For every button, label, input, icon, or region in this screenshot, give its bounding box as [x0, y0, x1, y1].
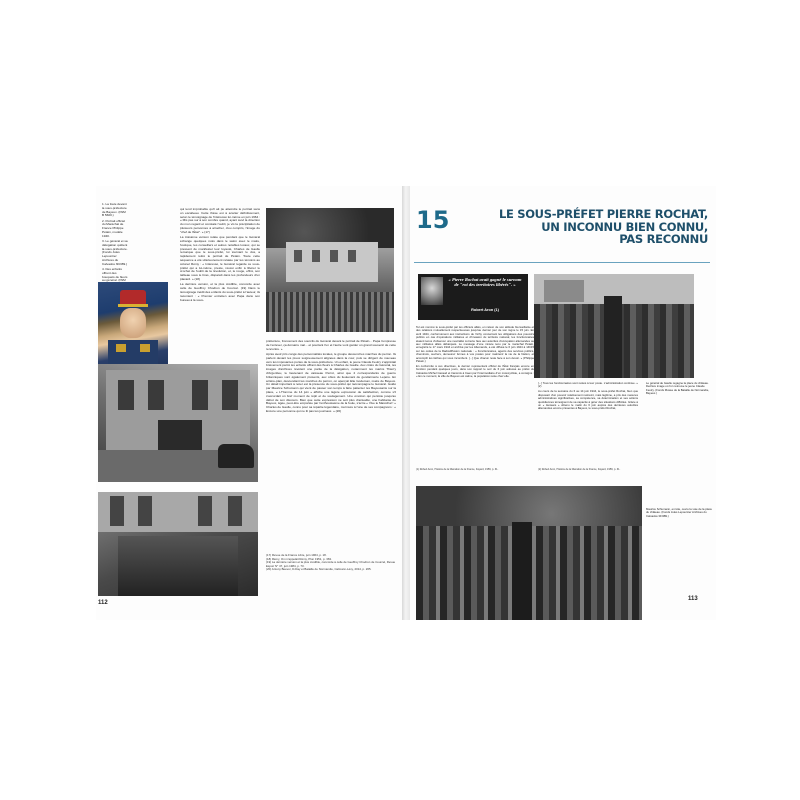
footnote: (18) Rémy, On m'appelait Rémy, Plon 1951, p. 363. [266, 556, 332, 561]
footnote: (19) La dernière version et la plus crédible, concorde à celle de Geoffroy Chodron de Courcel, Revue Espoir N° 47, juin 1984, p. 73. [266, 560, 396, 568]
quote-author-name: Robert Aron [471, 308, 494, 312]
footnote: (2) Robert Aron, Histoire de la libération de la France, Fayard, 1959, p. 31. [538, 468, 621, 471]
right-side-caption-1: Le général de Gaulle regagne la place du château. Derrière image où l'on retrouve le jeune Claude Feutry. (Fonds Musée de la Bataille de Normandie, Bayeux.) [646, 381, 710, 396]
right-text-column-2 [538, 382, 638, 412]
right-side-caption-2: Maurice Schumann, en tête, ouvre la voie de la place du château. (Fonds Jules Lepourcier Archives du Calvados 3Fi389.) [646, 507, 712, 518]
children-flowers-photo [98, 492, 258, 596]
chapter-title-line: LE SOUS-PRÉFET PIERRE ROCHAT, [498, 207, 708, 221]
paragraph: Au cours de la semaine du 6 au 14 juin 1944, le sous-préfet Rochat, bien que disposant d'un pouvoir relativement restreint, mais légitime, a pris des mesures administratives significatives, sa compétence, sa détermination et ses actions quotidiennes témoignent de sa capacité à gérer des situations difficiles. Grâce à un « Ausweis » obtenu le matin du 6 juin auprès des dernières autorités allemandes encore présentes à Bayeux, le sous-préfet Rochat, [538, 389, 638, 411]
left-text-column-2 [266, 340, 396, 415]
pull-quote [418, 274, 528, 320]
left-captions [102, 203, 128, 288]
paragraph: La dernière version, et la plus crédible, concorde avec celle de Geoffroy Chodron de Courcel. (19) Dans le témoignage inédit des enfants du sous-préfet à l'auteur, ils racontent : « Premier entretien avec Papa dans son bureau à la sous- [180, 282, 260, 302]
right-footnote-1 [416, 468, 534, 471]
chapter-title-line: UN INCONNU BIEN CONNU, [541, 219, 708, 234]
chapter-title [446, 208, 708, 246]
left-footnotes [266, 554, 396, 572]
caption-4: 4. Des enfants offrent des bouquets de fleurs au général. (IWM [102, 266, 128, 283]
chapter-title-line: PAS RECONNU [619, 232, 708, 246]
footnote: (1) Robert Aron, Histoire de la libération de la France, Fayard, 1959, p. 31. [416, 468, 499, 471]
caption-1: 1. La foule devant la sous-préfecture de Bayeux. (IWM B 5600.) [102, 202, 127, 218]
right-text-column-1 [416, 326, 534, 380]
caption-2: 2. Portrait officiel du Maréchal de France Philippe Pétain, modèle 1940. [102, 218, 125, 238]
right-footnote-2 [538, 468, 638, 471]
pull-quote-text: « Pierre Rochat avait gagné le surnom de "roi des territoires libérés". » [448, 277, 522, 288]
paragraph: [...] Tous les fonctionnaires sont restés à leur poste. L'administration continue. » (2) [538, 381, 638, 389]
paragraph: qui tend improbable qu'il ait pu atteindre le portrait sans un escabeau. Cette thèse est à écarter définitivement, selon le témoignage de l'intéressé lui-même en juin 1964 : « Mis pas sur à son combre quand, ayant suivi la direction du mon regard et constaté l'oubli, je vis la précipitation de plusieurs personnes à arracher, clou compris, l'image du "chef de l'État". » (17) [180, 207, 260, 234]
paragraph: préfecture, froncement des sourcils du Général devant le portrait de Pétain... Papa l'empresse de l'enlever, ça démarre mal... et pourtant l'un et l'autre vont garder un grand souvenir de cette rencontre. » [266, 339, 396, 351]
petain-portrait-photo [98, 282, 168, 376]
page-number-left: 112 [98, 600, 108, 606]
pull-quote-author [446, 308, 524, 312]
paragraph: La troisième version relate que pendant que le Général échange quelques mots dans le salon avec le maire, l'évêque, les conseillers et autres notables locaux, qui se pressent de manifester leur loyauté, Charles de Gaulle remarque que le sous-préfet, lui tournant le dos, a rapidement retiré le portrait de Pétain. Toute cette séquence a été ultérieurement relatée par les témoins au colonel Rémy : « Intéressé, le Général regarde ce sous-préfet qui a lui-même, preste, réussi enfin à libérer le crochet de l'oubli de la révolution, et, le rouge, effroi, son tableau sous le bras, disparaît dans les profondeurs d'un placard. » (18) [180, 235, 260, 281]
book-gutter [402, 186, 410, 620]
footnote: (20) Antony Beevor, D-Day et Bataille de Normandie, Calmann-Lévy, 2014, p. 265. [266, 567, 372, 572]
book-spread [96, 186, 716, 620]
chapter-number: 15 [416, 206, 450, 234]
left-text-column-1 [180, 208, 260, 304]
title-rule [414, 262, 710, 263]
paragraph: Après avoir pris congé des personnalités locales, le groupe descend les marches du perron. Ils parlent devant les preux soigneusement alignées dans la cour, puis se dirigent de nouveau vers les imposantes portes de la sous-préfecture. Un enfant, le jeune Claude Feutry s'apprêtait brièvement parmi les enfants offrant des fleurs à Charles de Gaulle. Aux côtés du Général, les images d'archives révèlent une partie de la délégation, notamment les marins Thierry d'Argenlieu, le lieutenant de vaisseau Perrot, ainsi que 2 correspondants de guerre britanniques sont également présents, aux côtés du lieutenant de gendarmerie Lepère. En arrière-plan, descendant les marches du perron, on aperçoit Elie Godeman, maire de Bayeux. Un détail important à noter est la présence du sous-préfet qui raccompagne le Général. Guidé par Maurice Schumann qui vient de passer son temps à faire patienter les Bayeusains sur la place, « L'Homme du 14 juin » affiche une légère expression de satisfaction, comme s'il s'accordait un bref moment de répit et de soulagement. Une émotion qui persiste jusqu'au début de son discours. Bien que cette expression ne soit plus d'actualité, une habitante de Bayeux, âgée, peut-être emportée par l'enthousiasme de la foule, s'écrie « Vive le Maréchal ! » Charles de Gaulle, connu pour sa répartie légendaire, murmure à l'une de ses compagnons : « Encore une personne qui ne lit pas les journaux. » (20) [266, 351, 397, 413]
schumann-procession-photo [416, 486, 642, 620]
right-page [410, 186, 716, 620]
crowd-subprefecture-photo [266, 208, 394, 332]
paragraph: En conformité à ces directives, le dernier représentant officiel de l'État français encore en fonction pendant quelques jours, dans son rapport le soir du 6 juin adressé au préfet du Calvados Michel Cacaud et transmis à Caen par l'intermédiaire d'un motocycliste, a consigné : « En ce moment, la ville de Bayeux est calme, la population reste chez elle. [416, 364, 534, 379]
paragraph: Tel est nommé le sous-préfet par les officiers alliés, en raison de son attitude bienveillante et des relations mutuellement respectueuses jusqu'au dernier jour de son règne le 15 juin. En avril 1944, conformément aux instructions de Vichy concernant les obligations des pouvoirs publics en cas d'opérations militaires et d'invasion du territoire national, les fonctionnaires étaient tenus d'observer une neutralité correcte face aux autorités d'occupation allemandes ou aux militaires alliés débarqués. Le message d'une minute tenu par le maréchal Pétain, enregistré le 17 mars 1944 et archivé par les Allemands, a été diffusé le 6 juin 1944 à 14h15 sur les ondes de la Radiodiffusion nationale : « Fonctionnaires, agents des services publics, cheminots, ouvriers, demeurez fermes à vos postes pour maintenir la vie de la Nation, et accomplir les tâches qui vous incombent. [...] Que chacun reste face à son devoir. » (Philippe Pétain.) [416, 325, 534, 364]
subprefecture-building-photo [98, 364, 258, 482]
caption-3: 3. Le général et sa délégation quittent la sous-préfecture. (Fonds Jules Lepourcier Archives du Calvados 3Fi389.) [102, 238, 128, 266]
page-number-right: 113 [688, 596, 698, 602]
left-page [96, 186, 402, 620]
robert-aron-portrait [421, 277, 443, 305]
quote-author-ref: (1) [494, 308, 499, 312]
footnote: (17) Revue de la France Libre, juin 1964, p. 18. [266, 553, 327, 557]
de-gaulle-square-photo [534, 274, 694, 378]
